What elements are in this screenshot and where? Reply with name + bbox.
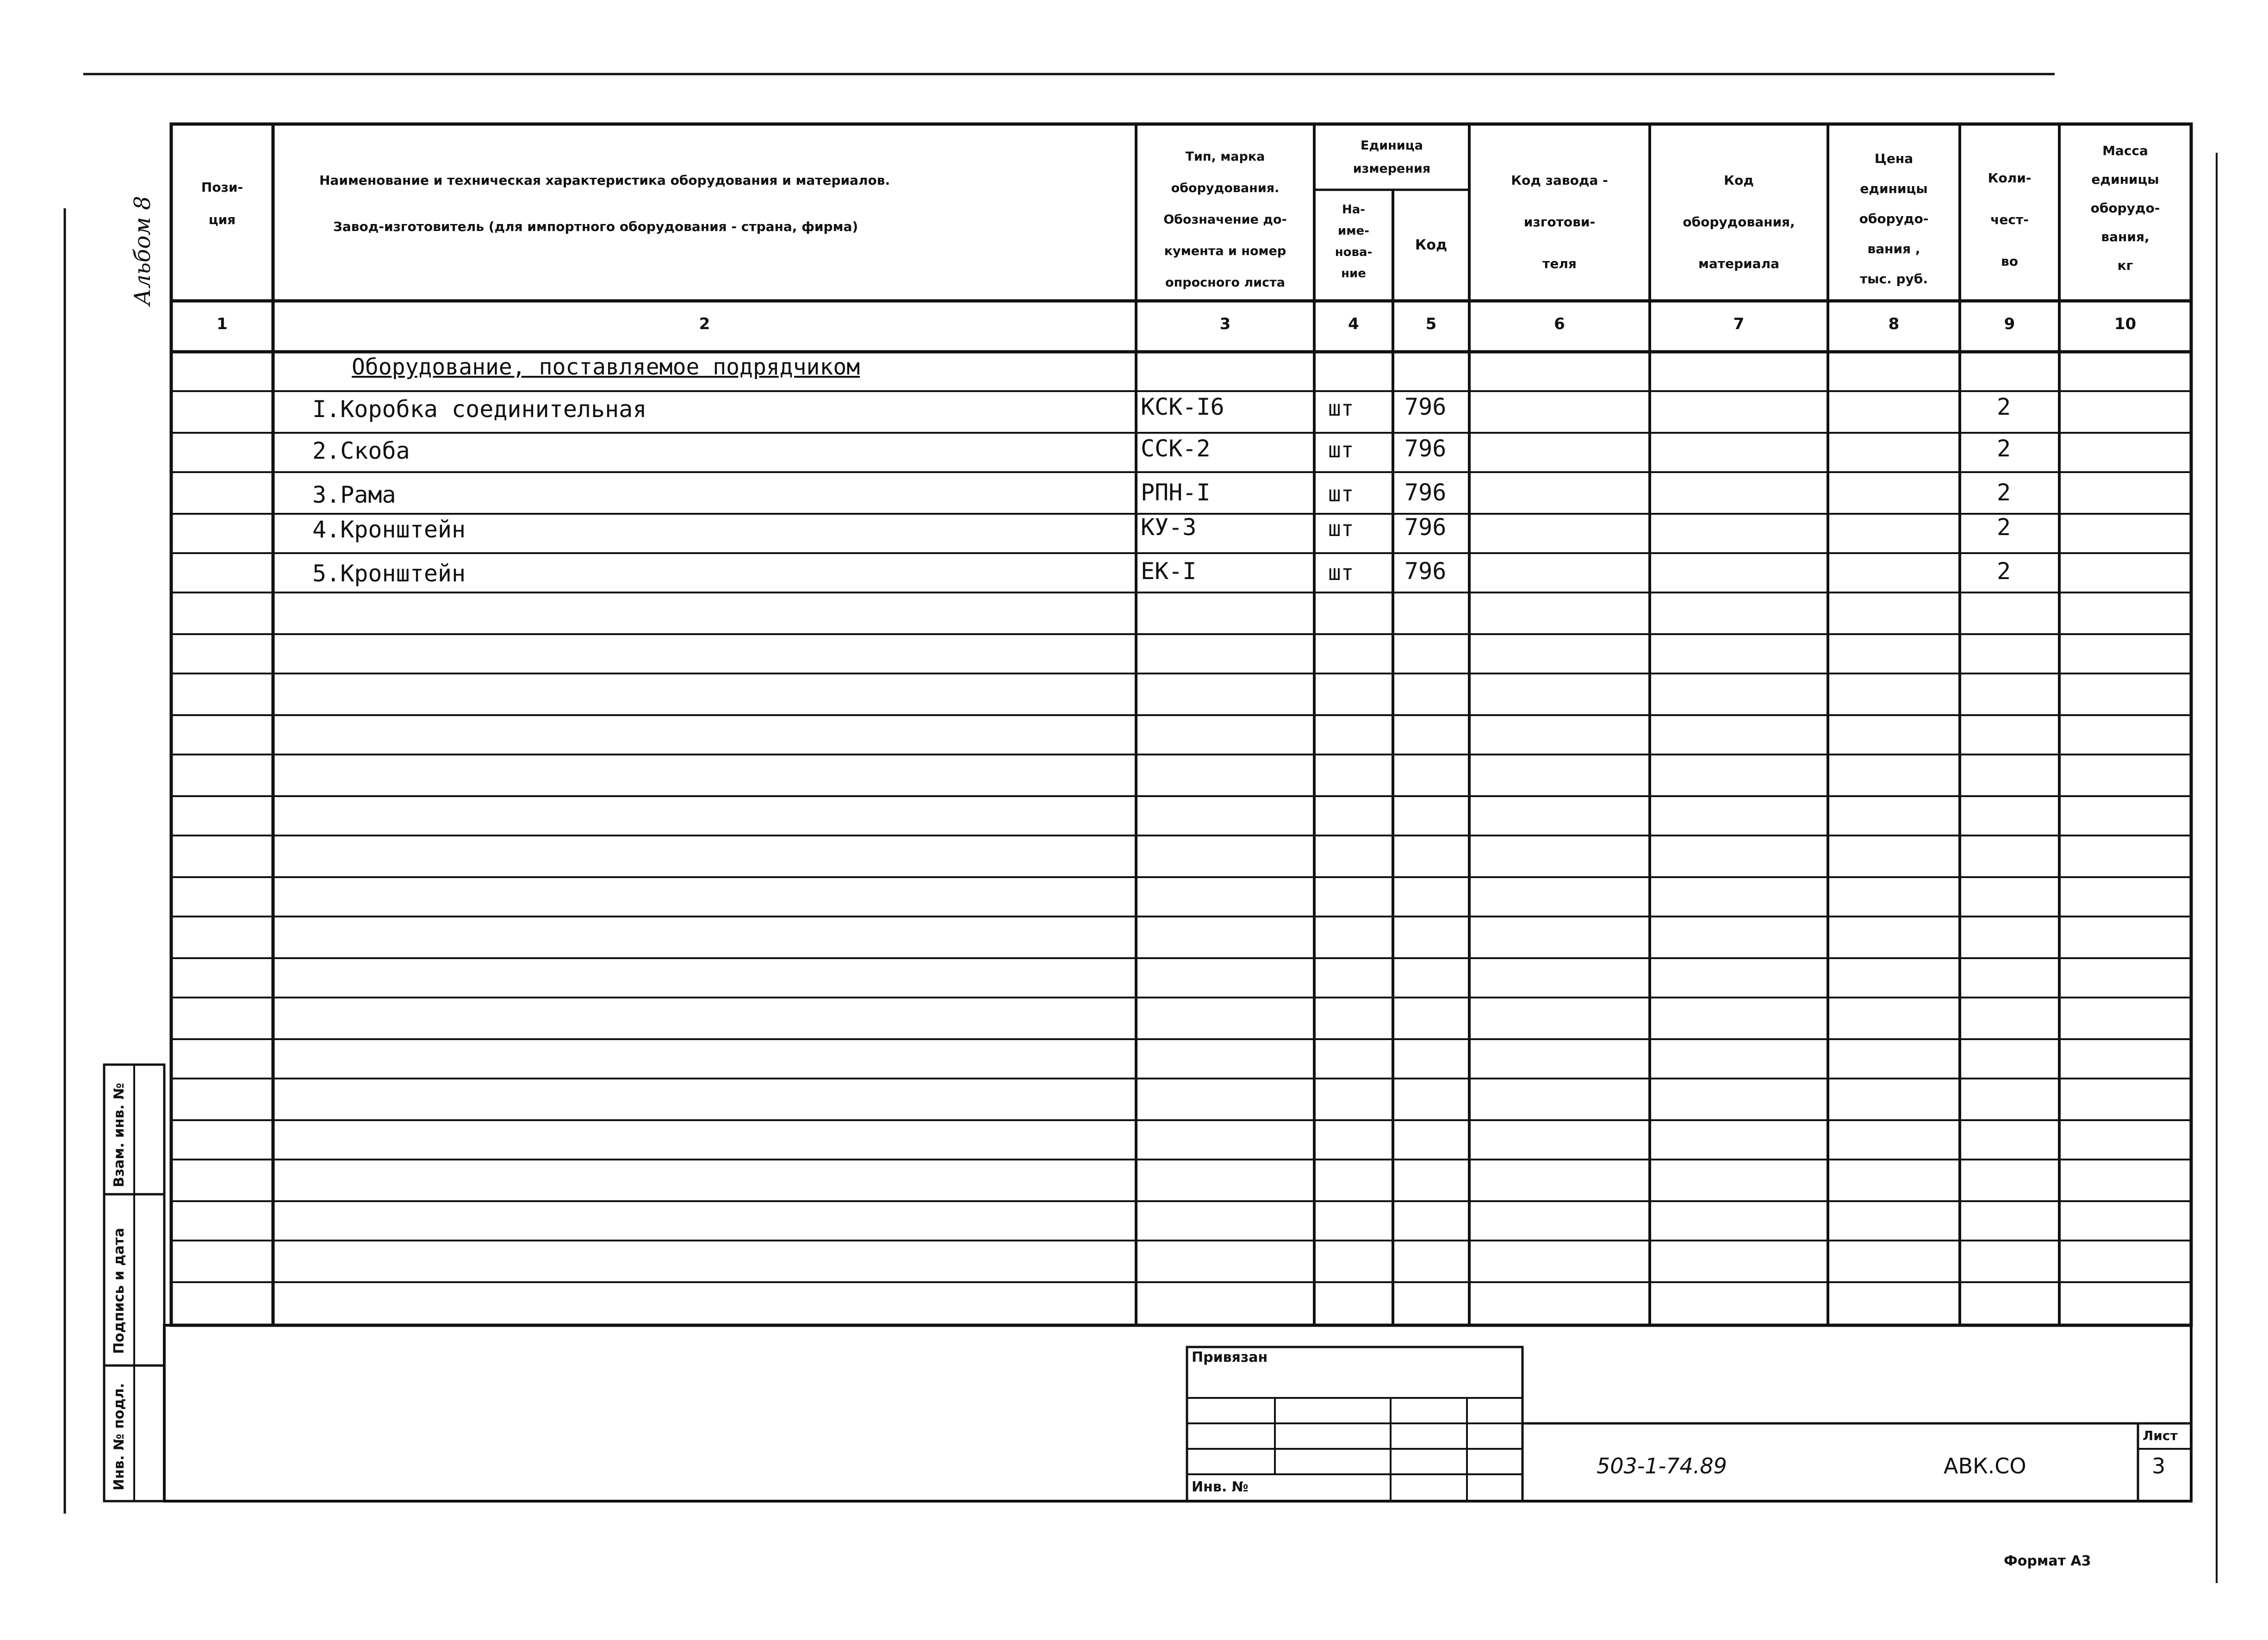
row-1-name: I.Коробка соединительная [312, 396, 647, 423]
row-4-code: 796 [1404, 514, 1447, 541]
side-inv-repl: Взам. инв. № [111, 1083, 127, 1187]
row-4-qty: 2 [1997, 514, 2011, 541]
side-inv-orig: Инв. № подл. [111, 1383, 127, 1490]
header-position: Пози- ция [201, 180, 243, 227]
row-3-name: 3.Рама [312, 481, 396, 508]
stamp-doc-mark: АВК.СО [1944, 1453, 2026, 1478]
stamp-sheet-number: 3 [2152, 1453, 2166, 1478]
row-2-unit: шт [1328, 437, 1354, 462]
row-2-qty: 2 [1997, 435, 2011, 462]
row-5-name: 5.Кронштейн [312, 560, 466, 587]
row-4-type: КУ-3 [1141, 514, 1197, 541]
header-quantity: Коли- чест- во [1988, 170, 2032, 269]
row-4-unit: шт [1328, 516, 1354, 541]
header-unit-name: На- име- нова- ние [1335, 203, 1373, 281]
header-type: Тип, марка оборудования. Обозначение до- кумента и номер опросного листа [1163, 150, 1287, 290]
row-5-unit: шт [1328, 560, 1354, 585]
row-2-code: 796 [1404, 435, 1447, 462]
row-1-code: 796 [1404, 393, 1447, 420]
format-label: Формат А3 [2004, 1553, 2091, 1569]
colnum-4: 4 [1348, 315, 1359, 333]
section-title: Оборудование, поставляемое подрядчиком [352, 354, 860, 380]
colnum-8: 8 [1888, 315, 1900, 333]
header-unit-code: Код [1415, 237, 1448, 253]
row-3-unit: шт [1328, 481, 1354, 506]
colnum-5: 5 [1425, 315, 1437, 333]
header-price: Цена единицы оборудо- вания , тыс. руб. [1859, 151, 1929, 287]
colnum-9: 9 [2004, 315, 2015, 333]
colnum-2: 2 [699, 315, 710, 333]
row-2-name: 2.Скоба [312, 437, 410, 464]
stamp-bound-label: Привязан [1192, 1349, 1268, 1366]
colnum-1: 1 [217, 315, 228, 333]
header-unit-group: Единица измерения [1353, 138, 1431, 176]
row-3-code: 796 [1404, 479, 1447, 506]
stamp-inv-label: Инв. № [1192, 1479, 1249, 1495]
row-5-code: 796 [1404, 558, 1447, 585]
row-1-unit: шт [1328, 396, 1354, 421]
row-4-name: 4.Кронштейн [312, 516, 466, 543]
row-3-type: РПН-I [1141, 479, 1211, 506]
row-1-type: КСК-I6 [1141, 393, 1224, 420]
header-name-line2: Завод-изготовитель (для импортного оборудования - страна, фирма) [333, 219, 858, 234]
row-5-qty: 2 [1997, 558, 2011, 585]
colnum-7: 7 [1733, 315, 1745, 333]
side-sign-date: Подпись и дата [111, 1228, 127, 1354]
header-factory-code: Код завода - изготови- теля [1511, 173, 1608, 271]
row-5-type: ЕК-I [1141, 558, 1197, 585]
header-mass: Масса единицы оборудо- вания, кг [2090, 143, 2160, 273]
stamp-doc-code: 503-1-74.89 [1597, 1453, 1727, 1478]
colnum-10: 10 [2114, 315, 2137, 333]
row-1-qty: 2 [1997, 393, 2011, 420]
header-equipment-code: Код оборудования, материала [1683, 173, 1795, 271]
album-label: Альбом 8 [130, 196, 155, 306]
row-3-qty: 2 [1997, 479, 2011, 506]
stamp-sheet-label: Лист [2143, 1428, 2178, 1443]
header-name-line1: Наименование и техническая характеристика оборудования и материалов. [319, 173, 890, 188]
colnum-6: 6 [1554, 315, 1565, 333]
colnum-3: 3 [1219, 315, 1231, 333]
row-2-type: ССК-2 [1141, 435, 1211, 462]
